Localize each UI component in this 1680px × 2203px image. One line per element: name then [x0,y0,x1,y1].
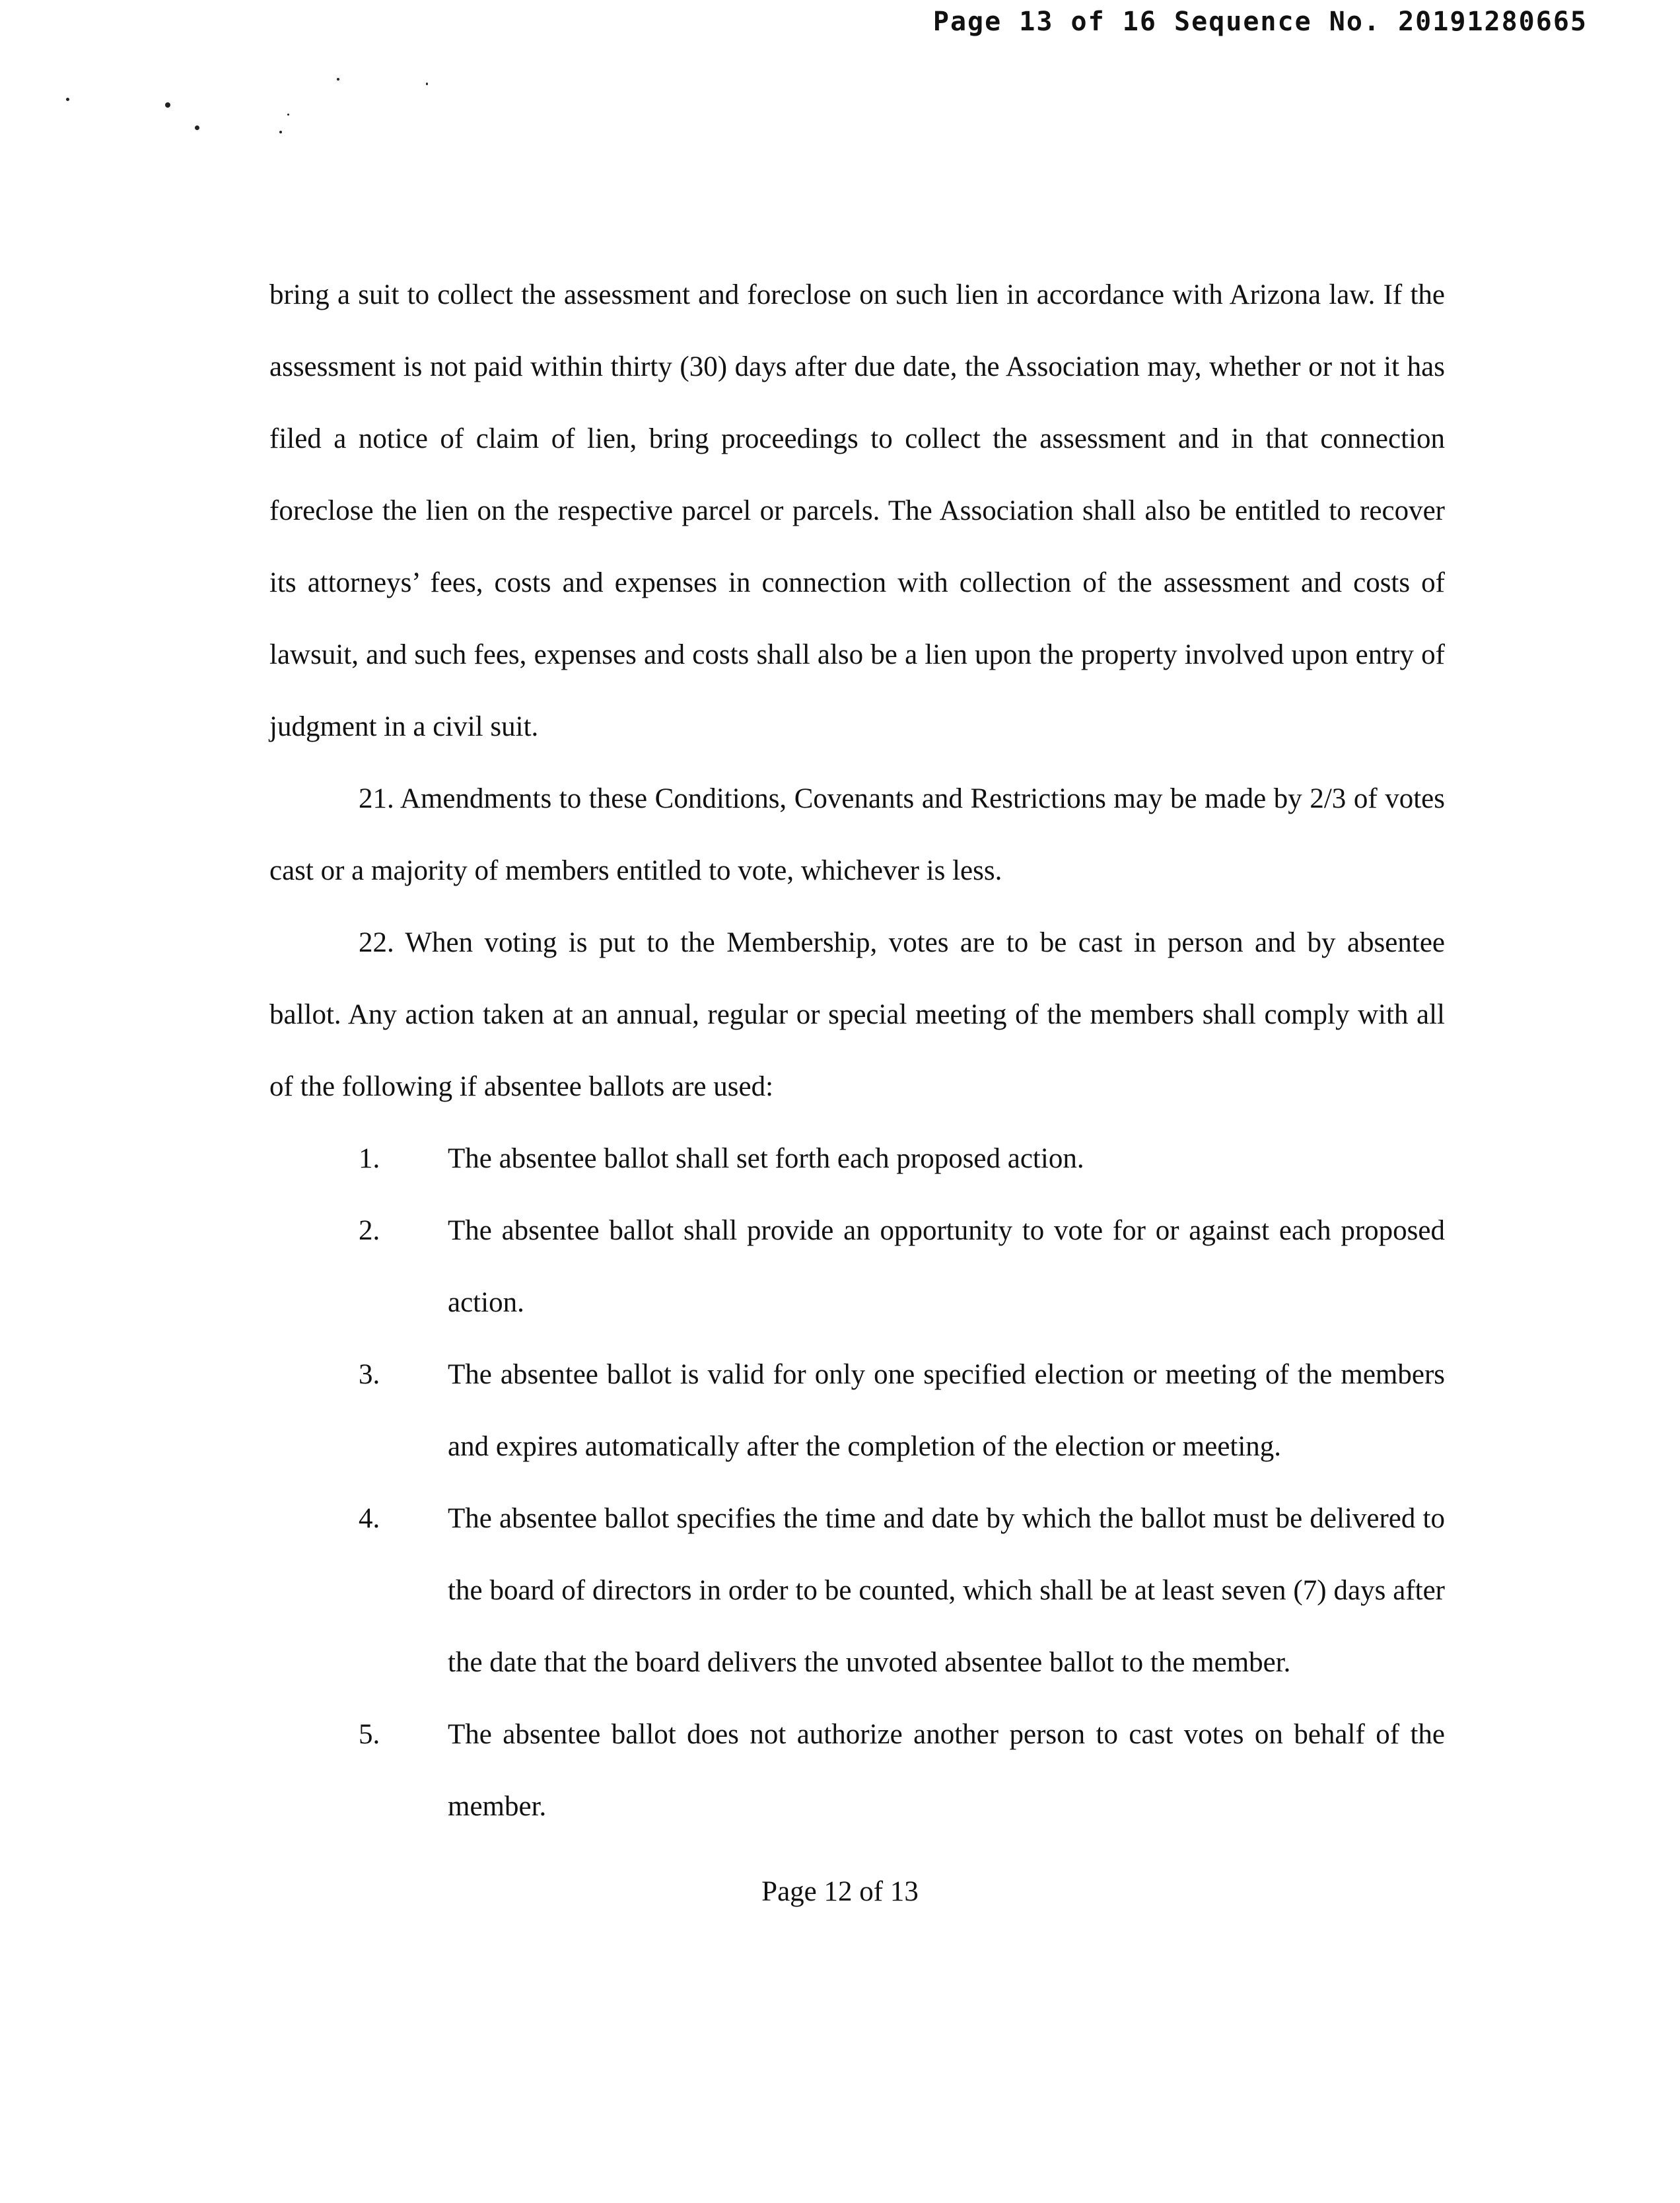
list-item-text: The absentee ballot does not authorize another person to cast votes on behalf of the member. [448,1719,1445,1822]
sequence-stamp: Page 13 of 16 Sequence No. 20191280665 [932,7,1588,37]
list-item-number: 1. [359,1143,380,1174]
list-item-number: 4. [359,1503,380,1534]
section-22-paragraph: 22. When voting is put to the Membership, votes are to be cast in person and by absentee ballot. Any action taken at an annual, regular or special meeting of the members shall comply with all of the following if absentee ballots are used: [269,927,1445,1102]
list-item-text: The absentee ballot is valid for only one specified election or meeting of the members and expires automatically after the completion of the election or meeting. [448,1359,1445,1462]
list-item-text: The absentee ballot specifies the time and date by which the ballot must be delivered to the board of directors in order to be counted, which shall be at least seven (7) days after the date that the board delivers the unvoted absentee ballot to the member. [448,1503,1445,1678]
list-item-number: 2. [359,1215,380,1246]
list-item [269,1123,1445,1195]
list-item-number: 5. [359,1719,380,1750]
section-21-paragraph: 21. Amendments to these Conditions, Covenants and Restrictions may be made by 2/3 of votes cast or a majority of members entitled to vote, whichever is less. [269,783,1445,886]
list-item [269,1698,1445,1842]
list-item-number: 3. [359,1359,380,1390]
list-item-text: The absentee ballot shall set forth each proposed action. [448,1143,1084,1174]
page-number-footer: Page 12 of 13 [761,1876,919,1907]
list-item [269,1195,1445,1339]
list-item-text: The absentee ballot shall provide an opportunity to vote for or against each proposed action. [448,1215,1445,1318]
absentee-ballot-requirements [269,1123,1445,1842]
document-body [269,259,1445,1842]
list-item [269,1483,1445,1698]
list-item [269,1339,1445,1483]
continuation-paragraph: bring a suit to collect the assessment and foreclose on such lien in accordance with Arizona law. If the assessment is not paid within thirty (30) days after due date, the Association may, whether or not it has filed a notice of claim of lien, bring proceedings to collect the assessment and in that connection foreclose the lien on the respective parcel or parcels. The Association shall also be entitled to recover its attorneys’ fees, costs and expenses in connection with collection of the assessment and costs of lawsuit, and such fees, expenses and costs shall also be a lien upon the property involved upon entry of judgment in a civil suit. [269,279,1445,742]
